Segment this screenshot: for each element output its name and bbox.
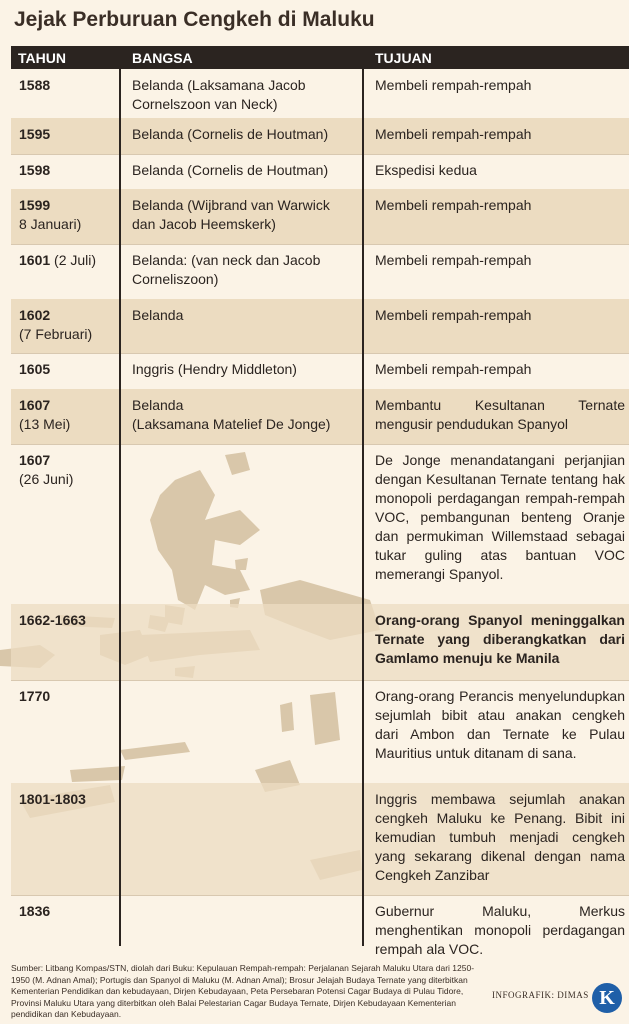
row-nation: Belanda (Cornelis de Houtman) [132,126,329,142]
row-year: 1836 [19,903,51,919]
infographic-credit: INFOGRAFIK: DIMAS [492,990,589,1000]
row-year: 1601 [19,252,51,268]
row-nation: Belanda (Laksamana Matelief De Jonge) [132,397,331,432]
row-year-detail: 8 Januari) [19,216,82,232]
row-year: 1595 [19,126,51,142]
column-header-year: TAHUN [18,50,66,66]
row-year-detail: (13 Mei) [19,416,71,432]
row-goal: Membantu Kesultanan Ternate mengusir pendudukan Spanyol [375,397,625,432]
row-year: 1607 [19,452,51,468]
row-nation: Belanda [132,307,184,323]
row-year: 1605 [19,361,51,377]
row-year-detail: (2 Juli) [54,252,97,268]
row-goal: Ekspedisi kedua [375,162,477,178]
source-note: Sumber: Litbang Kompas/STN, diolah dari Buku: Kepulauan Rempah-rempah: Perjalanan Sejarah Maluku Utara dari 1250-1950 (M. Adnan Amal); Portugis dan Spanyol di Maluku (M. Adnan Amal); Brosur Jelajah Budaya Ternate yang diterbitkan Kementerian Pendidikan dan kebudayaan, Dirjen Kebudayaan, Peta Persebaran Potensi Cagar Budaya di Pulau Tidore, Provinsi Maluku Utara yang diterbitkan oleh Balai Pelestarian Cagar Budaya Ternate, Dirjen Kebudayaan Kementerian pendidikan dan Kebudayaan. [11,963,475,1019]
row-nation: Belanda (Cornelis de Houtman) [132,162,329,178]
row-year: 1662-1663 [19,612,86,628]
row-nation: Belanda (Laksamana Jacob Cornelszoon van Neck) [132,77,306,112]
row-year-detail: (26 Juni) [19,471,74,487]
column-divider [119,46,121,946]
table-row [11,299,629,354]
row-year: 1607 [19,397,51,413]
row-year: 1588 [19,77,51,93]
table-row [11,389,629,445]
table-row [11,680,629,783]
table-row [11,69,629,119]
table-row [11,118,629,155]
column-divider [362,46,364,946]
row-year: 1599 [19,197,51,213]
row-nation: Belanda (Wijbrand van Warwick dan Jacob Heemskerk) [132,197,330,232]
kompas-logo: K [592,983,622,1013]
row-goal: Orang-orang Perancis menyelundupkan sejumlah bibit atau anakan cengkeh dari Ambon dan Ternate ke Pulau Mauritius untuk ditanam di sana. [375,688,625,761]
row-goal: Inggris membawa sejumlah anakan cengkeh Maluku ke Penang. Bibit ini kemudian tumbuh menjadi cengkeh yang sekarang dikenal dengan nama Cengkeh Zanzibar [375,791,625,883]
row-goal: Gubernur Maluku, Merkus menghentikan monopoli perdagangan rempah ala VOC. [375,903,625,957]
row-goal: Orang-orang Spanyol meninggalkan Ternate yang diberangkatkan dari Gamlamo menuju ke Manila [375,612,625,666]
table-header [11,46,629,69]
column-header-nation: BANGSA [132,50,193,66]
table-row [11,444,629,604]
table-row [11,244,629,300]
row-goal: Membeli rempah-rempah [375,361,532,377]
row-goal: Membeli rempah-rempah [375,307,532,323]
row-year: 1602 [19,307,51,323]
row-nation: Belanda: (van neck dan Jacob Corneliszoon) [132,252,321,287]
table-row [11,353,629,390]
table-row [11,604,629,681]
row-goal: Membeli rempah-rempah [375,77,532,93]
row-year-detail: (7 Februari) [19,326,93,342]
page-title: Jejak Perburuan Cengkeh di Maluku [14,8,375,31]
table-row [11,189,629,245]
row-year: 1801-1803 [19,791,86,807]
row-year: 1598 [19,162,51,178]
row-year: 1770 [19,688,51,704]
table-row [11,895,629,965]
row-nation: Inggris (Hendry Middleton) [132,361,297,377]
row-goal: Membeli rempah-rempah [375,197,532,213]
table-row [11,154,629,190]
row-goal: Membeli rempah-rempah [375,126,532,142]
table-row [11,783,629,896]
row-goal: De Jonge menandatangani perjanjian dengan Kesultanan Ternate tentang hak monopoli perdagangan rempah-rempah VOC, pembangunan benteng Oranje dan permukiman Willemstaad sebagai tukar guling atas bantuan VOC memerangi Spanyol. [375,452,625,582]
column-header-goal: TUJUAN [375,50,432,66]
row-goal: Membeli rempah-rempah [375,252,532,268]
